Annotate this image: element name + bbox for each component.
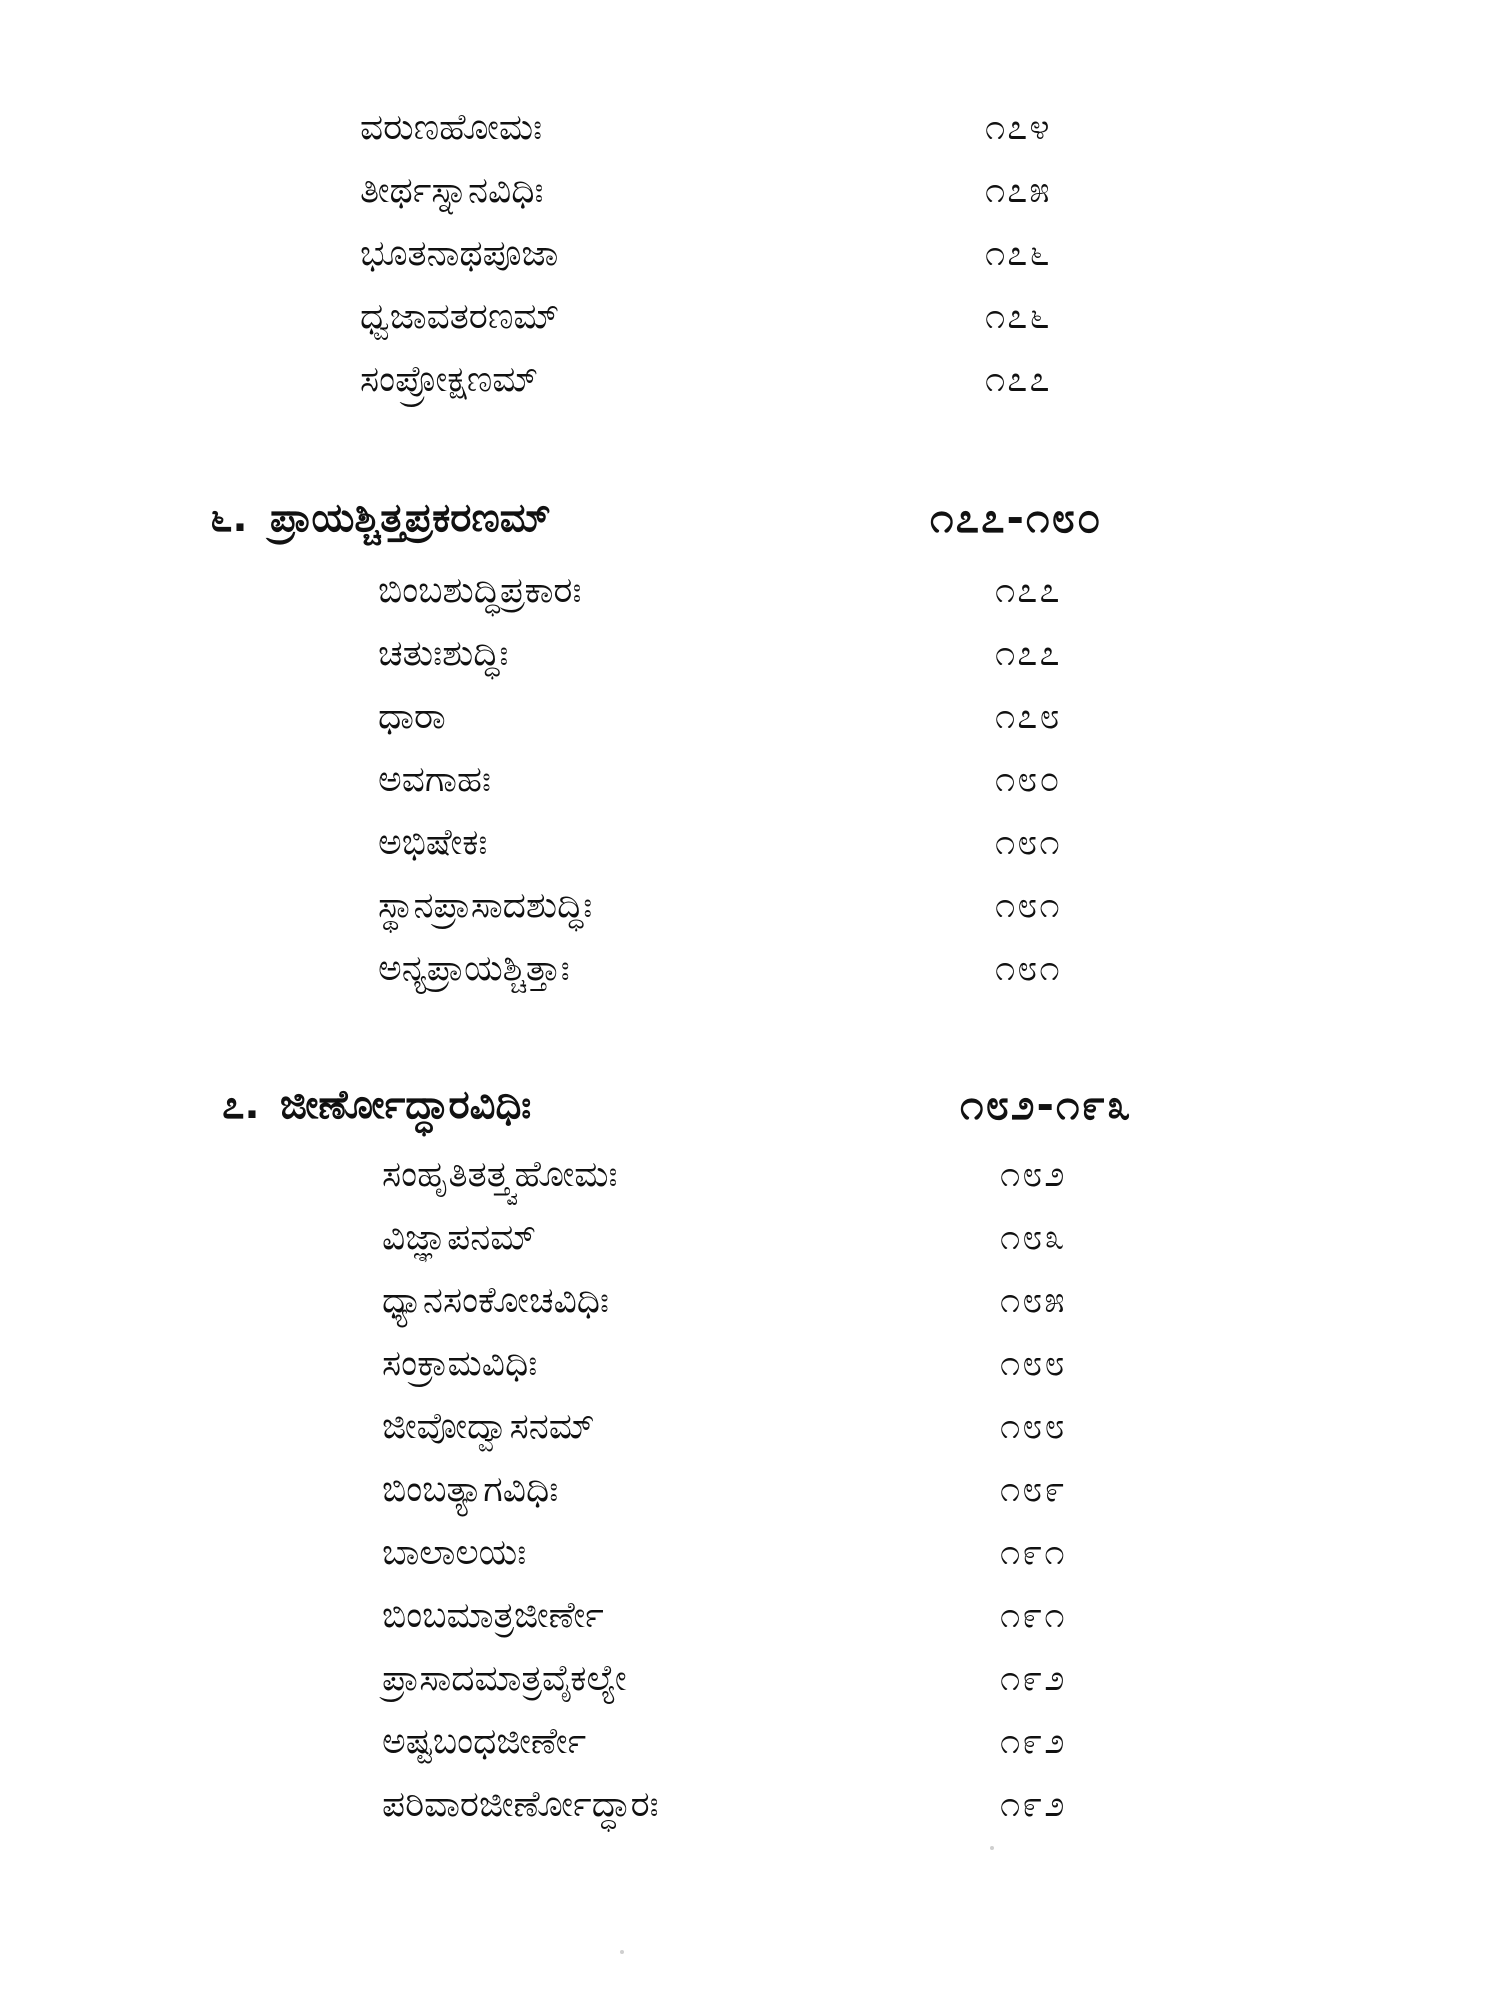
toc-entry <box>0 563 1500 619</box>
toc-entry <box>0 626 1500 682</box>
entry-page-number: ೧೭೮ <box>995 696 1062 737</box>
entry-page-number: ೧೯೨ <box>1000 1721 1067 1762</box>
toc-entry <box>0 689 1500 745</box>
entry-page-number: ೧೮೮ <box>1000 1406 1067 1447</box>
entry-title: ಬಿಂಬಶುದ್ಧಿಪ್ರಕಾರಃ <box>378 570 582 611</box>
section-heading <box>0 1077 1500 1133</box>
entry-page-number: ೧೮೯ <box>1000 1469 1067 1510</box>
toc-entry <box>0 1714 1500 1770</box>
entry-title: ಚತುಃಶುದ್ಧಿಃ <box>378 633 509 674</box>
entry-page-number: ೧೭೫ <box>985 170 1052 211</box>
entry-title: ಪರಿವಾರಜೀರ್ಣೋದ್ಧಾರಃ <box>382 1784 659 1825</box>
entry-title: ಸಂಕ್ರಾಮವಿಧಿಃ <box>382 1343 538 1384</box>
entry-title: ಪ್ರಾಸಾದಮಾತ್ರವೈಕಲ್ಯೇ <box>382 1658 627 1699</box>
entry-page-number: ೧೭೭ <box>995 570 1062 611</box>
entry-page-number: ೧೮೧ <box>995 948 1062 989</box>
entry-title: ಬಿಂಬಮಾತ್ರಜೀರ್ಣೇ <box>382 1595 604 1636</box>
entry-title: ಸಂಪ್ರೋಕ್ಷಣಮ್ <box>360 359 539 400</box>
entry-page-number: ೧೯೨ <box>1000 1658 1067 1699</box>
entry-page-number: ೧೭೭ <box>985 359 1052 400</box>
entry-page-number: ೧೮೮ <box>1000 1343 1067 1384</box>
toc-entry <box>0 752 1500 808</box>
entry-title: ವಿಜ್ಞಾಪನಮ್ <box>382 1217 537 1258</box>
toc-entry <box>0 1777 1500 1833</box>
section-number: ೭. <box>222 1082 260 1128</box>
entry-title: ಭೂತನಾಥಪೂಜಾ <box>360 233 559 274</box>
entry-title: ಧಾರಾ <box>378 696 446 737</box>
section-page-range: ೧೭೭-೧೮೦ <box>930 493 1103 542</box>
toc-entry <box>0 1588 1500 1644</box>
entry-title: ವರುಣಹೋಮಃ <box>360 107 543 148</box>
entry-title: ಜೀವೋದ್ವಾಸನಮ್ <box>382 1406 595 1447</box>
toc-entry <box>0 289 1500 345</box>
entry-title: ಬಿಂಬತ್ಯಾಗವಿಧಿಃ <box>382 1469 559 1510</box>
toc-entry <box>0 1462 1500 1518</box>
entry-page-number: ೧೯೨ <box>1000 1784 1067 1825</box>
toc-entry <box>0 163 1500 219</box>
toc-entry <box>0 1210 1500 1266</box>
entry-title: ತೀರ್ಥಸ್ನಾನವಿಧಿಃ <box>360 170 544 211</box>
scan-speck <box>990 1846 994 1850</box>
entry-page-number: ೧೯೧ <box>1000 1595 1067 1636</box>
entry-page-number: ೧೮೧ <box>995 885 1062 926</box>
scan-speck <box>620 1950 624 1954</box>
toc-entry <box>0 1336 1500 1392</box>
section-page-range: ೧೮೨-೧೯೩ <box>960 1080 1133 1129</box>
entry-title: ಅವಗಾಹಃ <box>378 759 491 800</box>
entry-title: ಅನ್ಯಪ್ರಾಯಶ್ಚಿತ್ತಾಃ <box>378 948 570 989</box>
toc-entry <box>0 100 1500 156</box>
entry-page-number: ೧೭೭ <box>995 633 1062 674</box>
entry-page-number: ೧೮೦ <box>995 759 1062 800</box>
entry-page-number: ೧೮೩ <box>1000 1217 1067 1258</box>
section-heading <box>0 490 1500 546</box>
entry-title: ಧ್ಯಾನಸಂಕೋಚವಿಧಿಃ <box>382 1280 610 1321</box>
entry-title: ಸ್ಥಾನಪ್ರಾಸಾದಶುದ್ಧಿಃ <box>378 885 593 926</box>
section-number: ೬. <box>210 495 248 541</box>
section-title: ಪ್ರಾಯಶ್ಚಿತ್ತಪ್ರಕರಣಮ್ <box>270 495 551 541</box>
entry-page-number: ೧೭೬ <box>985 296 1052 337</box>
toc-entry <box>0 226 1500 282</box>
toc-entry <box>0 941 1500 997</box>
toc-entry <box>0 878 1500 934</box>
toc-entry <box>0 1651 1500 1707</box>
entry-page-number: ೧೭೬ <box>985 233 1052 274</box>
entry-title: ಸಂಹೃತಿತತ್ತ್ವಹೋಮಃ <box>382 1154 618 1195</box>
entry-page-number: ೧೭೪ <box>985 107 1052 148</box>
entry-title: ಧ್ವಜಾವತರಣಮ್ <box>360 296 560 337</box>
entry-page-number: ೧೮೫ <box>1000 1280 1067 1321</box>
entry-page-number: ೧೮೨ <box>1000 1154 1067 1195</box>
toc-entry <box>0 815 1500 871</box>
toc-entry <box>0 1147 1500 1203</box>
toc-entry <box>0 1525 1500 1581</box>
toc-entry <box>0 352 1500 408</box>
entry-page-number: ೧೯೧ <box>1000 1532 1067 1573</box>
entry-page-number: ೧೮೧ <box>995 822 1062 863</box>
entry-title: ಅಷ್ಟಬಂಧಜೀರ್ಣೇ <box>382 1721 587 1762</box>
section-title: ಜೀರ್ಣೋದ್ಧಾರವಿಧಿಃ <box>280 1082 532 1128</box>
entry-title: ಬಾಲಾಲಯಃ <box>382 1532 527 1573</box>
toc-entry <box>0 1273 1500 1329</box>
entry-title: ಅಭಿಷೇಕಃ <box>378 822 488 863</box>
toc-entry <box>0 1399 1500 1455</box>
